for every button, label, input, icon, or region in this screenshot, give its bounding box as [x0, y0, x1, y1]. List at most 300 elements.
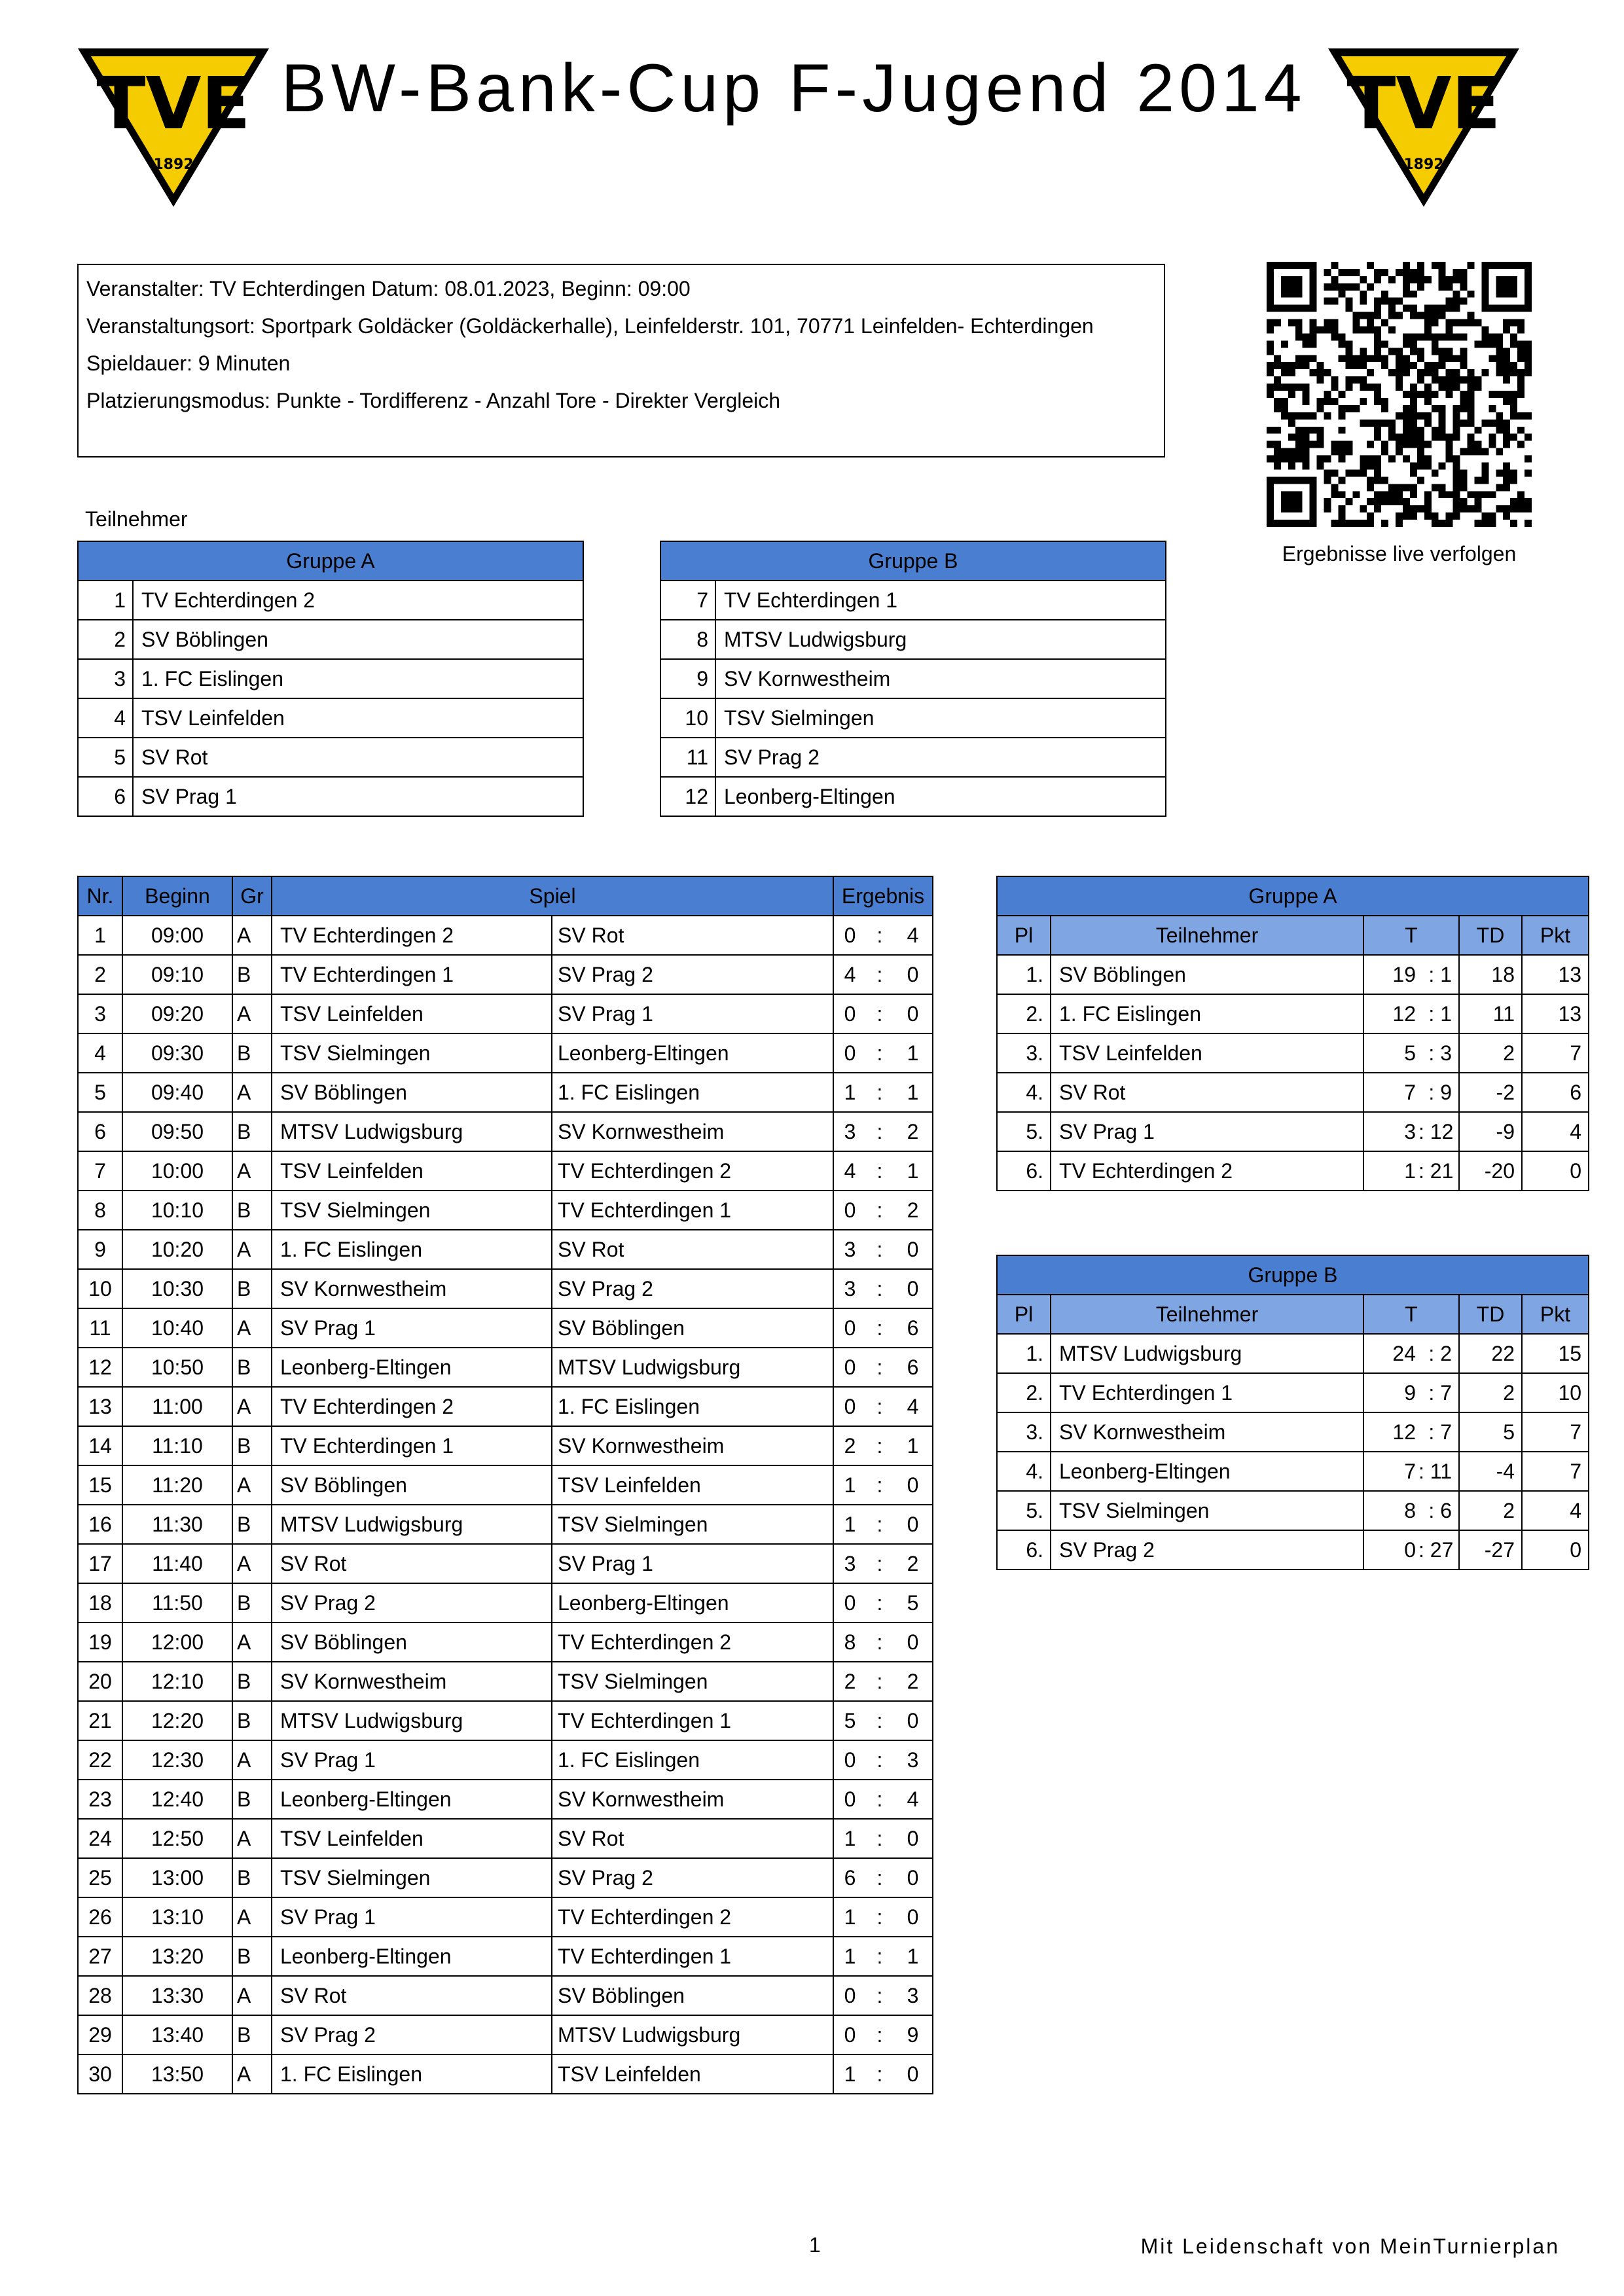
game-away-goals: 9: [893, 2015, 933, 2054]
participant-number: 6: [78, 777, 133, 816]
game-row: [78, 1033, 933, 1073]
game-number: 12: [78, 1348, 122, 1387]
standings-points: 6: [1522, 1073, 1589, 1112]
score-separator: :: [866, 1740, 893, 1780]
game-away-goals: 0: [893, 2054, 933, 2094]
game-time: 13:10: [122, 1897, 232, 1937]
game-time: 09:30: [122, 1033, 232, 1073]
game-home-goals: 3: [833, 1544, 866, 1583]
game-group: B: [232, 1348, 272, 1387]
standings-team: TSV Leinfelden: [1051, 1033, 1363, 1073]
goals-separator: :: [1428, 1001, 1441, 1026]
score-separator: :: [866, 1858, 893, 1897]
game-away-goals: 4: [893, 1780, 933, 1819]
game-row: [78, 1583, 933, 1623]
game-away-goals: 5: [893, 1583, 933, 1623]
participant-row: [660, 777, 1166, 816]
game-away-team: MTSV Ludwigsburg: [552, 2015, 833, 2054]
game-group: B: [232, 1583, 272, 1623]
game-away-team: TSV Sielmingen: [552, 1505, 833, 1544]
game-away-team: SV Rot: [552, 916, 833, 955]
game-away-goals: 0: [893, 1505, 933, 1544]
game-home-goals: 1: [833, 1465, 866, 1505]
game-row: [78, 1465, 933, 1505]
score-separator: :: [866, 1191, 893, 1230]
standings-row: [997, 994, 1589, 1033]
standings-row: [997, 1412, 1589, 1452]
game-away-goals: 0: [893, 1269, 933, 1308]
goals-against-value: 27: [1430, 1537, 1454, 1562]
score-separator: :: [866, 1387, 893, 1426]
game-number: 21: [78, 1701, 122, 1740]
page-title: BW-Bank-Cup F-Jugend 2014: [281, 50, 1307, 126]
game-group: A: [232, 1073, 272, 1112]
game-away-team: SV Prag 2: [552, 1269, 833, 1308]
game-home-goals: 6: [833, 1858, 866, 1897]
game-home-team: SV Prag 2: [272, 1583, 552, 1623]
participant-name: TV Echterdingen 1: [715, 581, 1166, 620]
standings-group-title: Gruppe A: [997, 876, 1589, 916]
participant-row: [78, 581, 583, 620]
participant-number: 2: [78, 620, 133, 659]
game-away-team: TSV Sielmingen: [552, 1662, 833, 1701]
game-away-team: SV Prag 2: [552, 955, 833, 994]
standings-place: 1.: [997, 1334, 1051, 1373]
game-away-goals: 2: [893, 1662, 933, 1701]
game-number: 20: [78, 1662, 122, 1701]
schedule-header-beginn: Beginn: [122, 876, 232, 916]
standings-goals-against: [1418, 1412, 1459, 1452]
qr-code[interactable]: [1267, 262, 1532, 527]
game-home-goals: 0: [833, 1033, 866, 1073]
game-time: 11:10: [122, 1426, 232, 1465]
goals-against-value: 2: [1440, 1341, 1452, 1365]
game-home-team: SV Kornwestheim: [272, 1269, 552, 1308]
game-home-goals: 4: [833, 955, 866, 994]
game-row: [78, 1897, 933, 1937]
game-row: [78, 1269, 933, 1308]
game-time: 12:20: [122, 1701, 232, 1740]
standings-team: TV Echterdingen 1: [1051, 1373, 1363, 1412]
game-away-goals: 1: [893, 1937, 933, 1976]
game-home-team: Leonberg-Eltingen: [272, 1348, 552, 1387]
game-away-team: SV Prag 2: [552, 1858, 833, 1897]
game-group: A: [232, 1623, 272, 1662]
game-number: 17: [78, 1544, 122, 1583]
goals-separator: :: [1428, 1380, 1441, 1405]
standings-row: [997, 1452, 1589, 1491]
game-time: 11:50: [122, 1583, 232, 1623]
game-away-team: Leonberg-Eltingen: [552, 1583, 833, 1623]
game-row: [78, 1740, 933, 1780]
game-number: 1: [78, 916, 122, 955]
game-row: [78, 1112, 933, 1151]
goals-separator: :: [1428, 1041, 1441, 1065]
goals-against-value: 6: [1440, 1498, 1452, 1522]
game-home-goals: 1: [833, 2054, 866, 2094]
game-away-team: TSV Leinfelden: [552, 1465, 833, 1505]
game-group: B: [232, 1858, 272, 1897]
participant-row: [660, 659, 1166, 698]
participants-group-b-table: [660, 541, 1166, 817]
game-group: B: [232, 1426, 272, 1465]
participant-row: [78, 698, 583, 738]
game-group: A: [232, 1387, 272, 1426]
game-home-team: TV Echterdingen 1: [272, 1426, 552, 1465]
game-home-team: SV Prag 2: [272, 2015, 552, 2054]
game-time: 10:30: [122, 1269, 232, 1308]
goals-separator: :: [1428, 1080, 1441, 1104]
game-away-goals: 0: [893, 1701, 933, 1740]
standings-goals-for: 12: [1363, 1412, 1418, 1452]
participant-name: SV Prag 2: [715, 738, 1166, 777]
score-separator: :: [866, 1701, 893, 1740]
game-number: 18: [78, 1583, 122, 1623]
game-home-goals: 0: [833, 1976, 866, 2015]
game-group: A: [232, 1308, 272, 1348]
standings-goals-against: [1418, 1530, 1459, 1570]
score-separator: :: [866, 916, 893, 955]
standings-points: 0: [1522, 1530, 1589, 1570]
game-home-team: MTSV Ludwigsburg: [272, 1505, 552, 1544]
standings-team: TSV Sielmingen: [1051, 1491, 1363, 1530]
game-home-goals: 0: [833, 1740, 866, 1780]
schedule-header-spiel: Spiel: [272, 876, 833, 916]
game-row: [78, 994, 933, 1033]
standings-goal-diff: 18: [1459, 955, 1522, 994]
participant-number: 7: [660, 581, 715, 620]
game-row: [78, 2015, 933, 2054]
standings-goals-against: [1418, 1373, 1459, 1412]
game-group: A: [232, 1230, 272, 1269]
game-home-team: SV Rot: [272, 1976, 552, 2015]
game-group: A: [232, 1819, 272, 1858]
game-time: 12:50: [122, 1819, 232, 1858]
standings-goals-for: 9: [1363, 1373, 1418, 1412]
game-row: [78, 1505, 933, 1544]
game-away-team: SV Rot: [552, 1819, 833, 1858]
game-group: B: [232, 1780, 272, 1819]
game-group: A: [232, 1740, 272, 1780]
game-number: 27: [78, 1937, 122, 1976]
participant-number: 3: [78, 659, 133, 698]
game-away-team: TV Echterdingen 1: [552, 1191, 833, 1230]
standings-header-pkt: Pkt: [1522, 916, 1589, 955]
game-home-team: Leonberg-Eltingen: [272, 1780, 552, 1819]
game-home-goals: 0: [833, 1191, 866, 1230]
standings-group-b-table: [996, 1255, 1589, 1570]
club-logo-left: [75, 45, 272, 209]
game-number: 4: [78, 1033, 122, 1073]
standings-goals-against: [1418, 1073, 1459, 1112]
goals-against-value: 7: [1440, 1420, 1452, 1444]
game-group: A: [232, 1151, 272, 1191]
club-logo-right: [1326, 45, 1522, 209]
standings-group-a-table: [996, 876, 1589, 1191]
goals-separator: :: [1418, 1459, 1430, 1483]
standings-points: 15: [1522, 1334, 1589, 1373]
score-separator: :: [866, 1269, 893, 1308]
game-away-goals: 4: [893, 916, 933, 955]
page-number: 1: [809, 2233, 821, 2257]
game-away-goals: 1: [893, 1151, 933, 1191]
game-number: 8: [78, 1191, 122, 1230]
goals-separator: :: [1428, 1420, 1441, 1444]
game-away-team: 1. FC Eislingen: [552, 1740, 833, 1780]
participant-name: TSV Leinfelden: [133, 698, 583, 738]
standings-goals-against: [1418, 1334, 1459, 1373]
game-home-goals: 5: [833, 1701, 866, 1740]
game-away-goals: 0: [893, 1623, 933, 1662]
game-row: [78, 1308, 933, 1348]
schedule-table: [77, 876, 933, 2094]
game-home-goals: 1: [833, 1505, 866, 1544]
game-home-goals: 0: [833, 1308, 866, 1348]
participant-name: MTSV Ludwigsburg: [715, 620, 1166, 659]
game-time: 12:40: [122, 1780, 232, 1819]
game-number: 26: [78, 1897, 122, 1937]
game-number: 13: [78, 1387, 122, 1426]
score-separator: :: [866, 1544, 893, 1583]
standings-goals-for: 7: [1363, 1073, 1418, 1112]
schedule-header-gr: Gr: [232, 876, 272, 916]
game-group: B: [232, 1937, 272, 1976]
game-row: [78, 1191, 933, 1230]
standings-place: 4.: [997, 1073, 1051, 1112]
participant-row: [78, 777, 583, 816]
standings-row: [997, 1491, 1589, 1530]
participant-name: SV Kornwestheim: [715, 659, 1166, 698]
game-away-team: SV Prag 1: [552, 1544, 833, 1583]
score-separator: :: [866, 1073, 893, 1112]
game-time: 10:50: [122, 1348, 232, 1387]
game-home-goals: 4: [833, 1151, 866, 1191]
game-number: 14: [78, 1426, 122, 1465]
participant-row: [78, 659, 583, 698]
game-home-team: 1. FC Eislingen: [272, 1230, 552, 1269]
score-separator: :: [866, 1976, 893, 2015]
standings-points: 13: [1522, 955, 1589, 994]
game-home-team: SV Prag 1: [272, 1897, 552, 1937]
standings-team: SV Böblingen: [1051, 955, 1363, 994]
game-number: 2: [78, 955, 122, 994]
game-row: [78, 1426, 933, 1465]
game-time: 13:20: [122, 1937, 232, 1976]
game-time: 13:00: [122, 1858, 232, 1897]
game-away-goals: 6: [893, 1308, 933, 1348]
game-group: B: [232, 1033, 272, 1073]
game-home-goals: 0: [833, 1780, 866, 1819]
game-group: B: [232, 1701, 272, 1740]
game-row: [78, 1387, 933, 1426]
game-home-team: SV Rot: [272, 1544, 552, 1583]
info-venue: Veranstaltungsort: Sportpark Goldäcker (Goldäckerhalle), Leinfelderstr. 101, 70771 Leinfelden- Echterdingen: [86, 314, 1094, 338]
game-number: 30: [78, 2054, 122, 2094]
standings-goals-for: 19: [1363, 955, 1418, 994]
game-row: [78, 1073, 933, 1112]
standings-goals-for: 0: [1363, 1530, 1418, 1570]
game-time: 13:50: [122, 2054, 232, 2094]
score-separator: :: [866, 2054, 893, 2094]
score-separator: :: [866, 1033, 893, 1073]
game-home-team: SV Kornwestheim: [272, 1662, 552, 1701]
standings-place: 3.: [997, 1033, 1051, 1073]
score-separator: :: [866, 1465, 893, 1505]
participant-row: [660, 698, 1166, 738]
game-home-goals: 0: [833, 1387, 866, 1426]
score-separator: :: [866, 1583, 893, 1623]
game-number: 29: [78, 2015, 122, 2054]
game-away-team: MTSV Ludwigsburg: [552, 1348, 833, 1387]
standings-place: 5.: [997, 1112, 1051, 1151]
game-away-goals: 2: [893, 1544, 933, 1583]
participant-name: TV Echterdingen 2: [133, 581, 583, 620]
game-home-goals: 3: [833, 1112, 866, 1151]
participant-name: SV Rot: [133, 738, 583, 777]
game-row: [78, 1819, 933, 1858]
game-away-goals: 0: [893, 1819, 933, 1858]
standings-goals-against: [1418, 1151, 1459, 1191]
game-row: [78, 1937, 933, 1976]
game-group: A: [232, 1976, 272, 2015]
game-group: B: [232, 1112, 272, 1151]
game-number: 25: [78, 1858, 122, 1897]
game-away-team: SV Prag 1: [552, 994, 833, 1033]
game-home-team: TSV Sielmingen: [272, 1033, 552, 1073]
game-time: 10:20: [122, 1230, 232, 1269]
game-home-goals: 3: [833, 1230, 866, 1269]
game-home-goals: 1: [833, 1937, 866, 1976]
standings-goals-for: 7: [1363, 1452, 1418, 1491]
info-organizer: Veranstalter: TV Echterdingen Datum: 08.01.2023, Beginn: 09:00: [86, 277, 691, 300]
standings-points: 13: [1522, 994, 1589, 1033]
game-home-team: SV Prag 1: [272, 1740, 552, 1780]
game-time: 11:40: [122, 1544, 232, 1583]
participant-row: [78, 620, 583, 659]
score-separator: :: [866, 1151, 893, 1191]
game-away-goals: 0: [893, 955, 933, 994]
standings-team: SV Prag 2: [1051, 1530, 1363, 1570]
standings-row: [997, 1530, 1589, 1570]
game-away-team: SV Böblingen: [552, 1976, 833, 2015]
game-away-team: 1. FC Eislingen: [552, 1387, 833, 1426]
score-separator: :: [866, 1426, 893, 1465]
standings-team: SV Prag 1: [1051, 1112, 1363, 1151]
standings-goals-against: [1418, 1033, 1459, 1073]
game-time: 09:10: [122, 955, 232, 994]
game-time: 11:00: [122, 1387, 232, 1426]
logo-year: 1892: [1403, 156, 1444, 173]
game-number: 11: [78, 1308, 122, 1348]
game-away-team: Leonberg-Eltingen: [552, 1033, 833, 1073]
standings-team: 1. FC Eislingen: [1051, 994, 1363, 1033]
standings-header-team: Teilnehmer: [1051, 1295, 1363, 1334]
score-separator: :: [866, 1937, 893, 1976]
standings-row: [997, 1033, 1589, 1073]
game-time: 10:10: [122, 1191, 232, 1230]
game-time: 09:50: [122, 1112, 232, 1151]
standings-goal-diff: -4: [1459, 1452, 1522, 1491]
game-home-team: TV Echterdingen 1: [272, 955, 552, 994]
score-separator: :: [866, 1780, 893, 1819]
game-time: 11:20: [122, 1465, 232, 1505]
game-time: 09:20: [122, 994, 232, 1033]
game-group: A: [232, 916, 272, 955]
game-home-team: 1. FC Eislingen: [272, 2054, 552, 2094]
game-away-goals: 1: [893, 1033, 933, 1073]
standings-header-goals: T: [1363, 916, 1459, 955]
game-home-goals: 1: [833, 1897, 866, 1937]
score-separator: :: [866, 2015, 893, 2054]
standings-place: 2.: [997, 1373, 1051, 1412]
score-separator: :: [866, 1505, 893, 1544]
game-away-team: TV Echterdingen 1: [552, 1701, 833, 1740]
game-home-goals: 2: [833, 1662, 866, 1701]
standings-header-team: Teilnehmer: [1051, 916, 1363, 955]
game-home-team: Leonberg-Eltingen: [272, 1937, 552, 1976]
game-home-team: TSV Leinfelden: [272, 1151, 552, 1191]
standings-goal-diff: -20: [1459, 1151, 1522, 1191]
standings-goal-diff: 2: [1459, 1033, 1522, 1073]
standings-points: 0: [1522, 1151, 1589, 1191]
standings-goals-for: 5: [1363, 1033, 1418, 1073]
standings-row: [997, 1112, 1589, 1151]
game-home-goals: 0: [833, 1583, 866, 1623]
game-home-goals: 0: [833, 916, 866, 955]
game-time: 12:10: [122, 1662, 232, 1701]
standings-points: 7: [1522, 1033, 1589, 1073]
game-home-team: SV Böblingen: [272, 1465, 552, 1505]
game-row: [78, 1151, 933, 1191]
game-home-goals: 0: [833, 994, 866, 1033]
goals-against-value: 12: [1430, 1119, 1454, 1143]
game-home-team: TV Echterdingen 2: [272, 916, 552, 955]
game-group: B: [232, 955, 272, 994]
game-row: [78, 1623, 933, 1662]
goals-against-value: 3: [1440, 1041, 1452, 1065]
game-home-goals: 1: [833, 1073, 866, 1112]
standings-goal-diff: 22: [1459, 1334, 1522, 1373]
game-away-goals: 3: [893, 1740, 933, 1780]
event-info-box: [77, 264, 1165, 457]
standings-row: [997, 1373, 1589, 1412]
game-number: 23: [78, 1780, 122, 1819]
standings-goals-against: [1418, 1452, 1459, 1491]
participant-name: 1. FC Eislingen: [133, 659, 583, 698]
game-number: 15: [78, 1465, 122, 1505]
standings-points: 10: [1522, 1373, 1589, 1412]
game-away-team: TV Echterdingen 2: [552, 1623, 833, 1662]
game-time: 13:40: [122, 2015, 232, 2054]
standings-goal-diff: -9: [1459, 1112, 1522, 1151]
game-away-goals: 2: [893, 1112, 933, 1151]
standings-goals-against: [1418, 994, 1459, 1033]
game-time: 12:00: [122, 1623, 232, 1662]
game-away-goals: 1: [893, 1426, 933, 1465]
game-row: [78, 1230, 933, 1269]
game-group: A: [232, 1897, 272, 1937]
footer-brand[interactable]: Mit Leidenschaft von MeinTurnierplan: [1140, 2234, 1560, 2258]
participant-name: TSV Sielmingen: [715, 698, 1166, 738]
standings-goal-diff: 2: [1459, 1373, 1522, 1412]
game-away-team: SV Rot: [552, 1230, 833, 1269]
game-time: 09:00: [122, 916, 232, 955]
game-time: 12:30: [122, 1740, 232, 1780]
game-away-team: TSV Leinfelden: [552, 2054, 833, 2094]
game-home-team: TSV Sielmingen: [272, 1858, 552, 1897]
game-time: 09:40: [122, 1073, 232, 1112]
logo-text: TVE: [1346, 62, 1501, 145]
